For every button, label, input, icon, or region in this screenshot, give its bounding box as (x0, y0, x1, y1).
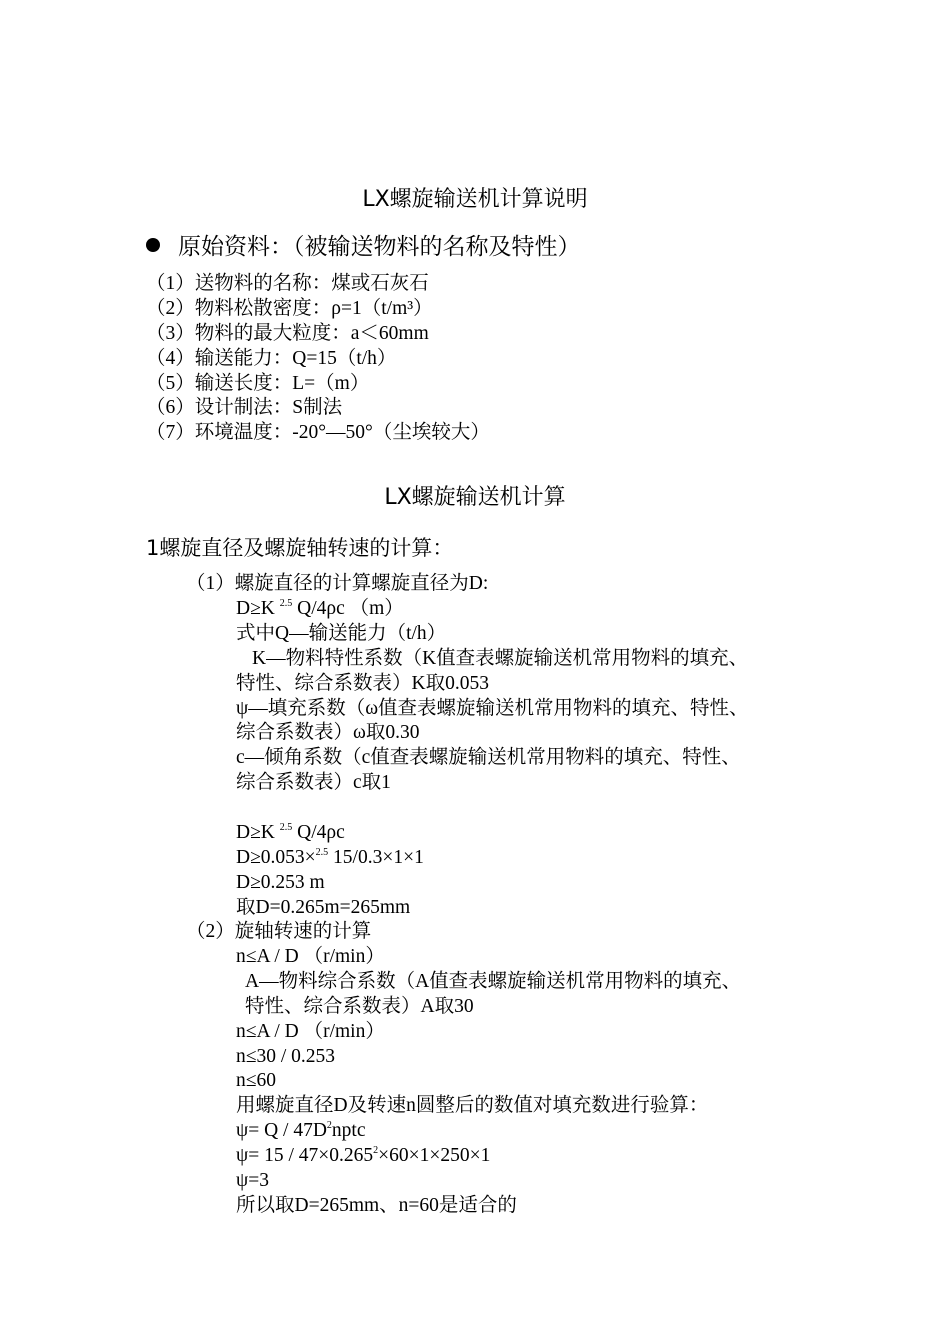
calc-d-result: D≥0.253 m (236, 871, 325, 893)
calc-d-substitution: D≥0.053×$^{2.5}$ 15/0.3×1×1 (236, 846, 424, 868)
n-calc-substitution: n≤30 / 0.253 (236, 1045, 335, 1067)
calculation-block-2 (236, 945, 741, 1219)
bullet-heading (146, 232, 581, 262)
a-definition-line-1: A—物料综合系数（A值查表螺旋输送机常用物料的填充、 (245, 970, 742, 992)
c-definition-line-1: c—倾角系数（c值查表螺旋输送机常用物料的填充、特性、 (236, 747, 741, 769)
list-item: （1）送物料的名称：煤或石灰石 (146, 273, 429, 294)
list-item: （2）物料松散密度：ρ=1（t/m³） (146, 297, 433, 319)
calc-d-formula: D≥K $^{2.5}$ Q/4ρc (236, 822, 345, 844)
psi-result: ψ=3 (236, 1170, 269, 1192)
n-calc-formula: n≤A / D （r/min） (236, 1020, 385, 1042)
k-definition-line-2: 特性、综合系数表）K取0.053 (236, 672, 489, 694)
sub2-label: （2）旋轴转速的计算 (186, 921, 372, 942)
list-item: （4）输送能力：Q=15（t/h） (146, 347, 397, 369)
materials-list (146, 272, 490, 446)
section-title: LX螺旋输送机计算 (384, 485, 566, 510)
calculation-block-1 (236, 597, 749, 921)
bullet-dot-icon (146, 238, 160, 252)
psi-formula: $\psi= Q / 47D^2nptc$ (236, 1120, 366, 1142)
psi-definition-line-2: 综合系数表）ω取0.30 (236, 722, 420, 744)
where-line: 式中Q—输送能力（t/h） (236, 622, 447, 644)
k-definition-line-1: K—物料特性系数（K值查表螺旋输送机常用物料的填充、 (252, 647, 749, 669)
n-calc-result: n≤60 (236, 1070, 276, 1092)
n-formula: n≤A / D （r/min） (236, 946, 385, 967)
sub1-label: （1）螺旋直径的计算螺旋直径为D: (186, 573, 489, 594)
bullet-heading-text: 原始资料：（被输送物料的名称及特性） (178, 234, 581, 260)
list-item: （5）输送长度：L=（m） (146, 372, 370, 394)
heading-1: 1螺旋直径及螺旋轴转速的计算： (146, 536, 454, 560)
blank-line (236, 796, 749, 821)
list-item: （3）物料的最大粒度：a＜60mm (146, 322, 429, 344)
conclusion: 所以取D=265mm、n=60是适合的 (236, 1194, 517, 1216)
psi-definition-line-1: ψ—填充系数（ω值查表螺旋输送机常用物料的填充、特性、 (236, 697, 749, 719)
a-definition-line-2: 特性、综合系数表）A取30 (245, 995, 474, 1017)
formula-d: D≥K $^{2.5}$ Q/4ρc （m） (236, 598, 404, 619)
list-item: （6）设计制法：S制法 (146, 397, 343, 419)
verify-line: 用螺旋直径D及转速n圆整后的数值对填充数进行验算： (236, 1095, 709, 1117)
list-item: （7）环境温度：-20°—50°（尘埃较大） (146, 422, 490, 444)
psi-substitution: $\psi= 15 / 47\times 0.265^2\times 60\times 1\times 250\times 1$ (236, 1145, 491, 1167)
calc-d-chosen: 取D=0.265m=265mm (236, 896, 411, 918)
document-title: LX螺旋输送机计算说明 (362, 187, 588, 212)
c-definition-line-2: 综合系数表）c取1 (236, 772, 391, 794)
